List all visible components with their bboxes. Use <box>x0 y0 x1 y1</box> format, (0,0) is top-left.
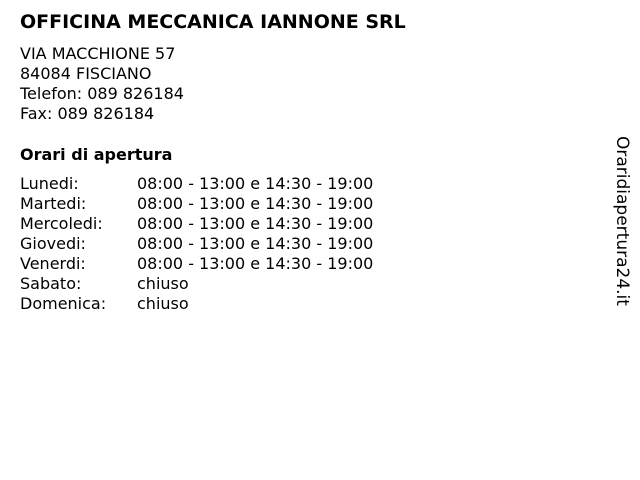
time-value: 08:00 - 13:00 e 14:30 - 19:00 <box>137 254 374 273</box>
day-label: Martedi: <box>20 194 87 213</box>
hours-row-monday <box>20 174 373 194</box>
phone-number: Telefon: 089 826184 <box>20 84 184 103</box>
day-label: Venerdi: <box>20 254 86 273</box>
hours-row-sunday <box>20 294 373 314</box>
time-value: 08:00 - 13:00 e 14:30 - 19:00 <box>137 214 374 233</box>
day-label: Mercoledi: <box>20 214 103 233</box>
time-value: 08:00 - 13:00 e 14:30 - 19:00 <box>137 174 374 193</box>
time-value: chiuso <box>137 274 189 293</box>
street-address: VIA MACCHIONE 57 <box>20 44 176 63</box>
hours-row-saturday <box>20 274 373 294</box>
day-label: Sabato: <box>20 274 82 293</box>
hours-row-thursday <box>20 234 373 254</box>
site-watermark: Oraridiapertura24.it <box>612 136 632 306</box>
opening-hours-heading: Orari di apertura <box>20 145 173 164</box>
time-value: 08:00 - 13:00 e 14:30 - 19:00 <box>137 234 374 253</box>
time-value: chiuso <box>137 294 189 313</box>
city-postal-code: 84084 FISCIANO <box>20 64 152 83</box>
hours-row-friday <box>20 254 373 274</box>
hours-row-tuesday <box>20 194 373 214</box>
day-label: Domenica: <box>20 294 107 313</box>
fax-number: Fax: 089 826184 <box>20 104 155 123</box>
address-block <box>20 44 184 124</box>
opening-hours-list <box>20 174 373 314</box>
day-label: Lunedi: <box>20 174 79 193</box>
business-name: OFFICINA MECCANICA IANNONE SRL <box>20 11 406 33</box>
hours-row-wednesday <box>20 214 373 234</box>
day-label: Giovedi: <box>20 234 86 253</box>
time-value: 08:00 - 13:00 e 14:30 - 19:00 <box>137 194 374 213</box>
